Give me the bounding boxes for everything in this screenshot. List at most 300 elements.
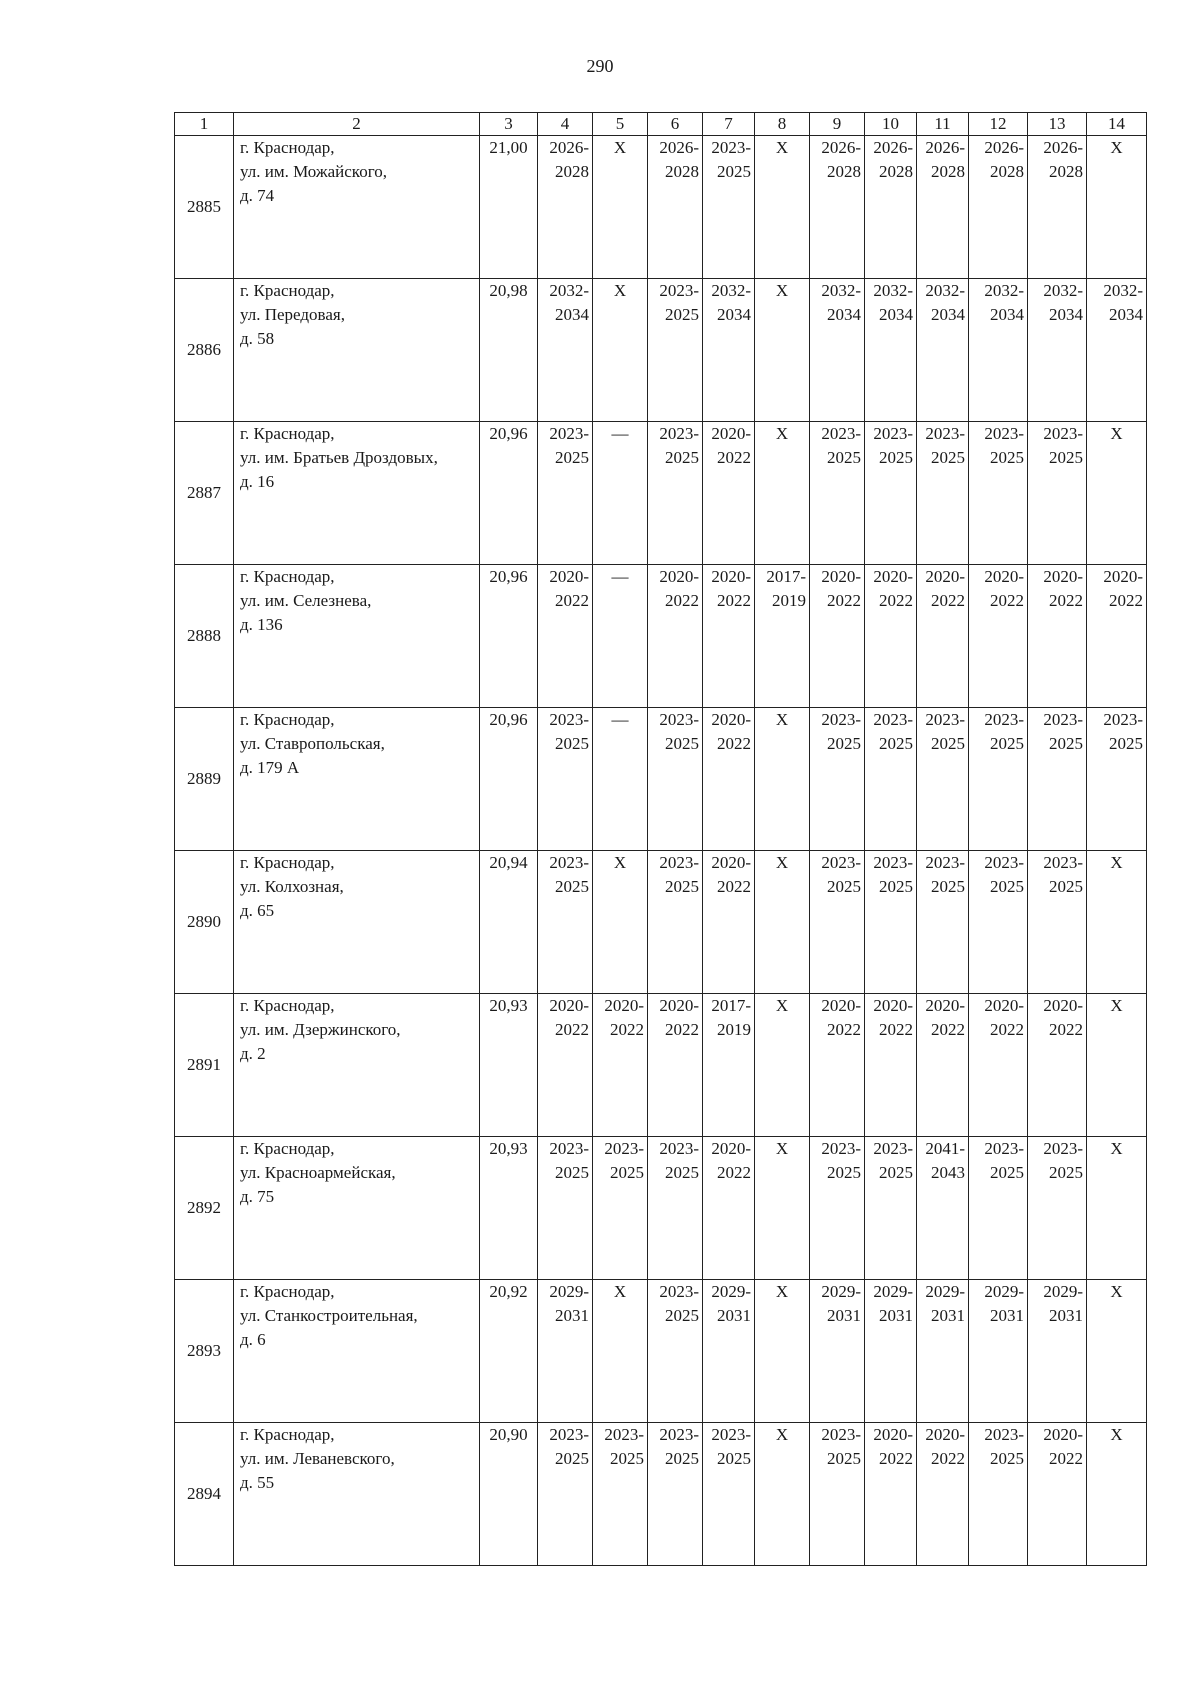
period-cell [917, 136, 969, 279]
period-line: 2023- [821, 424, 861, 443]
mark-cell: Х [1087, 851, 1147, 994]
period-line: 2023- [604, 1139, 644, 1158]
period-line: 2032- [711, 281, 751, 300]
period-line: 2023- [1043, 710, 1083, 729]
period-line: 2023- [659, 853, 699, 872]
table-row [175, 708, 1147, 851]
period-cell [538, 708, 593, 851]
period-line: 2026- [925, 138, 965, 157]
address-line: д. 55 [240, 1473, 275, 1492]
period-line: 2020- [984, 567, 1024, 586]
column-number-row [175, 113, 1147, 136]
period-line: 2023- [549, 1139, 589, 1158]
period-line: 2020- [659, 996, 699, 1015]
address-line: ул. им. Можайского, [240, 162, 387, 181]
column-number-4: 4 [538, 113, 593, 136]
period-cell [538, 136, 593, 279]
period-cell [648, 279, 703, 422]
period-line: 2023- [1043, 1139, 1083, 1158]
period-line: 2034 [555, 305, 589, 324]
period-line: 2020- [711, 1139, 751, 1158]
address-cell [234, 1280, 480, 1423]
period-line: 2025 [1049, 1163, 1083, 1182]
area-cell: 20,93 [480, 994, 538, 1137]
period-line: 2028 [879, 162, 913, 181]
row-number: 2887 [175, 422, 234, 565]
period-cell [1028, 1423, 1087, 1566]
mark-cell: Х [755, 1423, 810, 1566]
period-cell [648, 1137, 703, 1280]
table-header [175, 113, 1147, 136]
period-line: 2025 [827, 734, 861, 753]
period-cell [810, 708, 865, 851]
period-line: 2025 [717, 162, 751, 181]
period-line: 2031 [827, 1306, 861, 1325]
column-number-8: 8 [755, 113, 810, 136]
column-number-13: 13 [1028, 113, 1087, 136]
period-cell [1028, 708, 1087, 851]
period-cell [810, 136, 865, 279]
row-number: 2886 [175, 279, 234, 422]
period-cell [538, 422, 593, 565]
period-line: 2028 [827, 162, 861, 181]
period-line: 2034 [1109, 305, 1143, 324]
period-line: 2025 [555, 877, 589, 896]
period-line: 2034 [931, 305, 965, 324]
period-line: 2032- [984, 281, 1024, 300]
period-cell [969, 279, 1028, 422]
period-cell [593, 1137, 648, 1280]
period-cell [703, 279, 755, 422]
table-body [175, 136, 1147, 1566]
period-cell [810, 1280, 865, 1423]
period-line: 2029- [925, 1282, 965, 1301]
period-line: 2025 [555, 1163, 589, 1182]
period-line: 2022 [879, 591, 913, 610]
period-cell [969, 994, 1028, 1137]
table-row [175, 1423, 1147, 1566]
period-cell [1028, 422, 1087, 565]
period-line: 2034 [879, 305, 913, 324]
period-cell [1028, 565, 1087, 708]
period-line: 2025 [555, 448, 589, 467]
period-line: 2034 [827, 305, 861, 324]
address-line: д. 6 [240, 1330, 266, 1349]
period-cell [538, 1280, 593, 1423]
period-line: 2020- [873, 1425, 913, 1444]
period-line: 2023- [821, 710, 861, 729]
address-cell [234, 851, 480, 994]
period-line: 2020- [873, 567, 913, 586]
period-line: 2020- [984, 996, 1024, 1015]
period-line: 2023- [821, 853, 861, 872]
period-line: 2023- [711, 138, 751, 157]
period-line: 2026- [549, 138, 589, 157]
period-cell [648, 708, 703, 851]
period-line: 2023- [925, 710, 965, 729]
period-line: 2029- [984, 1282, 1024, 1301]
period-cell [593, 994, 648, 1137]
period-line: 2025 [1049, 877, 1083, 896]
address-cell [234, 708, 480, 851]
address-line: д. 2 [240, 1044, 266, 1063]
period-line: 2020- [925, 996, 965, 1015]
address-line: ул. Красноармейская, [240, 1163, 396, 1182]
period-line: 2028 [931, 162, 965, 181]
row-number: 2889 [175, 708, 234, 851]
period-cell [538, 1423, 593, 1566]
mark-cell: Х [1087, 1423, 1147, 1566]
period-line: 2020- [604, 996, 644, 1015]
address-line: г. Краснодар, [240, 281, 335, 300]
address-line: г. Краснодар, [240, 138, 335, 157]
period-cell [917, 1280, 969, 1423]
address-line: г. Краснодар, [240, 1139, 335, 1158]
row-number: 2892 [175, 1137, 234, 1280]
period-line: 2025 [879, 877, 913, 896]
period-cell [1087, 565, 1147, 708]
mark-cell: — [593, 708, 648, 851]
period-line: 2023- [659, 281, 699, 300]
row-number: 2885 [175, 136, 234, 279]
address-line: г. Краснодар, [240, 567, 335, 586]
period-line: 2025 [665, 734, 699, 753]
period-line: 2023- [925, 424, 965, 443]
address-line: г. Краснодар, [240, 424, 335, 443]
table-row [175, 136, 1147, 279]
period-cell [969, 422, 1028, 565]
period-cell [648, 136, 703, 279]
period-line: 2023- [549, 710, 589, 729]
address-line: д. 65 [240, 901, 275, 920]
period-cell [1028, 279, 1087, 422]
period-line: 2025 [665, 1449, 699, 1468]
table-row [175, 1280, 1147, 1423]
period-cell [917, 851, 969, 994]
period-line: 2023- [659, 424, 699, 443]
area-cell: 20,92 [480, 1280, 538, 1423]
period-line: 2023- [873, 1139, 913, 1158]
period-line: 2025 [827, 1163, 861, 1182]
period-cell [648, 851, 703, 994]
period-line: 2022 [827, 1020, 861, 1039]
period-cell [703, 708, 755, 851]
period-line: 2022 [717, 591, 751, 610]
row-number: 2891 [175, 994, 234, 1137]
table-row [175, 994, 1147, 1137]
mark-cell: Х [755, 994, 810, 1137]
column-number-10: 10 [865, 113, 917, 136]
page-number: 290 [586, 56, 614, 76]
area-cell: 20,90 [480, 1423, 538, 1566]
period-line: 2025 [879, 734, 913, 753]
address-line: ул. Станкостроительная, [240, 1306, 418, 1325]
period-line: 2028 [1049, 162, 1083, 181]
mark-cell: Х [755, 136, 810, 279]
period-cell [865, 1137, 917, 1280]
period-cell [810, 994, 865, 1137]
period-line: 2022 [665, 591, 699, 610]
area-cell: 21,00 [480, 136, 538, 279]
area-cell: 20,93 [480, 1137, 538, 1280]
mark-cell: Х [755, 279, 810, 422]
period-line: 2023- [873, 853, 913, 872]
period-line: 2043 [931, 1163, 965, 1182]
registry-table [174, 112, 1147, 1566]
mark-cell: Х [593, 1280, 648, 1423]
period-line: 2029- [711, 1282, 751, 1301]
address-cell [234, 1423, 480, 1566]
mark-cell: Х [1087, 422, 1147, 565]
period-line: 2023- [984, 1425, 1024, 1444]
row-number: 2890 [175, 851, 234, 994]
period-cell [538, 565, 593, 708]
period-line: 2020- [711, 853, 751, 872]
period-cell [538, 994, 593, 1137]
period-cell [865, 565, 917, 708]
period-line: 2025 [879, 1163, 913, 1182]
period-cell [917, 565, 969, 708]
area-cell: 20,94 [480, 851, 538, 994]
area-cell: 20,98 [480, 279, 538, 422]
period-line: 2020- [925, 567, 965, 586]
period-line: 2031 [990, 1306, 1024, 1325]
period-line: 2020- [549, 567, 589, 586]
period-cell [810, 851, 865, 994]
period-cell [969, 136, 1028, 279]
row-number: 2893 [175, 1280, 234, 1423]
period-cell [648, 994, 703, 1137]
period-line: 2025 [931, 734, 965, 753]
address-line: г. Краснодар, [240, 996, 335, 1015]
period-line: 2028 [555, 162, 589, 181]
period-line: 2022 [879, 1449, 913, 1468]
period-line: 2025 [990, 448, 1024, 467]
period-line: 2023- [549, 1425, 589, 1444]
period-line: 2022 [1049, 1020, 1083, 1039]
address-line: ул. им. Дзержинского, [240, 1020, 401, 1039]
period-line: 2023- [984, 710, 1024, 729]
period-cell [865, 422, 917, 565]
mark-cell: Х [1087, 136, 1147, 279]
period-cell [865, 1423, 917, 1566]
table-row [175, 1137, 1147, 1280]
address-line: ул. им. Братьев Дроздовых, [240, 448, 438, 467]
column-number-14: 14 [1087, 113, 1147, 136]
period-line: 2023- [604, 1425, 644, 1444]
period-cell [1028, 1137, 1087, 1280]
period-line: 2023- [711, 1425, 751, 1444]
table-row [175, 565, 1147, 708]
address-line: ул. Передовая, [240, 305, 345, 324]
column-number-2: 2 [234, 113, 480, 136]
column-number-5: 5 [593, 113, 648, 136]
period-cell [648, 1280, 703, 1423]
address-line: ул. Ставропольская, [240, 734, 385, 753]
period-line: 2019 [717, 1020, 751, 1039]
period-line: 2023- [1043, 853, 1083, 872]
period-line: 2022 [555, 1020, 589, 1039]
period-cell [538, 279, 593, 422]
period-line: 2025 [827, 877, 861, 896]
mark-cell: Х [1087, 1137, 1147, 1280]
period-line: 2041- [925, 1139, 965, 1158]
period-cell [969, 1423, 1028, 1566]
period-line: 2022 [827, 591, 861, 610]
period-line: 2022 [717, 1163, 751, 1182]
period-cell [1028, 994, 1087, 1137]
period-line: 2022 [555, 591, 589, 610]
address-line: ул. им. Селезнева, [240, 591, 372, 610]
period-cell [969, 1137, 1028, 1280]
period-line: 2032- [873, 281, 913, 300]
period-cell [917, 1423, 969, 1566]
period-line: 2022 [610, 1020, 644, 1039]
period-line: 2025 [990, 734, 1024, 753]
period-cell [810, 422, 865, 565]
period-line: 2023- [549, 853, 589, 872]
period-cell [703, 565, 755, 708]
period-cell [703, 851, 755, 994]
period-cell [755, 565, 810, 708]
address-cell [234, 1137, 480, 1280]
period-line: 2031 [555, 1306, 589, 1325]
period-cell [703, 1423, 755, 1566]
period-line: 2020- [1043, 996, 1083, 1015]
period-line: 2026- [873, 138, 913, 157]
period-line: 2022 [717, 448, 751, 467]
period-line: 2032- [1103, 281, 1143, 300]
period-line: 2020- [873, 996, 913, 1015]
period-line: 2023- [659, 1425, 699, 1444]
period-line: 2031 [931, 1306, 965, 1325]
period-cell [810, 565, 865, 708]
period-line: 2020- [925, 1425, 965, 1444]
address-line: г. Краснодар, [240, 853, 335, 872]
period-line: 2023- [1043, 424, 1083, 443]
period-line: 2025 [1049, 448, 1083, 467]
period-line: 2026- [821, 138, 861, 157]
period-line: 2023- [659, 1282, 699, 1301]
period-line: 2025 [1109, 734, 1143, 753]
address-line: д. 58 [240, 329, 275, 348]
period-line: 2019 [772, 591, 806, 610]
mark-cell: Х [1087, 1280, 1147, 1423]
period-line: 2023- [659, 1139, 699, 1158]
period-line: 2023- [873, 710, 913, 729]
period-line: 2026- [1043, 138, 1083, 157]
period-line: 2025 [610, 1163, 644, 1182]
period-cell [917, 994, 969, 1137]
address-line: д. 75 [240, 1187, 275, 1206]
period-line: 2023- [984, 1139, 1024, 1158]
period-line: 2032- [1043, 281, 1083, 300]
period-line: 2022 [665, 1020, 699, 1039]
period-cell [969, 708, 1028, 851]
period-line: 2023- [821, 1425, 861, 1444]
period-line: 2026- [984, 138, 1024, 157]
period-line: 2032- [925, 281, 965, 300]
period-cell [703, 1280, 755, 1423]
period-line: 2034 [990, 305, 1024, 324]
period-line: 2017- [766, 567, 806, 586]
address-line: ул. им. Леваневского, [240, 1449, 395, 1468]
address-cell [234, 994, 480, 1137]
period-line: 2022 [717, 877, 751, 896]
period-line: 2022 [931, 1020, 965, 1039]
period-line: 2025 [665, 1163, 699, 1182]
period-cell [969, 565, 1028, 708]
period-cell [969, 1280, 1028, 1423]
period-line: 2031 [717, 1306, 751, 1325]
period-cell [703, 136, 755, 279]
address-cell [234, 136, 480, 279]
period-line: 2022 [931, 1449, 965, 1468]
period-cell [917, 708, 969, 851]
period-line: 2022 [1049, 1449, 1083, 1468]
period-line: 2022 [990, 591, 1024, 610]
period-cell [703, 422, 755, 565]
column-number-6: 6 [648, 113, 703, 136]
period-cell [865, 1280, 917, 1423]
period-line: 2025 [610, 1449, 644, 1468]
table-row [175, 851, 1147, 994]
period-line: 2025 [990, 877, 1024, 896]
period-line: 2025 [990, 1163, 1024, 1182]
period-line: 2032- [821, 281, 861, 300]
period-line: 2025 [931, 877, 965, 896]
address-cell [234, 279, 480, 422]
period-cell [810, 1137, 865, 1280]
period-line: 2022 [990, 1020, 1024, 1039]
period-line: 2020- [711, 710, 751, 729]
area-cell: 20,96 [480, 422, 538, 565]
address-line: д. 74 [240, 186, 275, 205]
period-line: 2029- [821, 1282, 861, 1301]
period-line: 2022 [1109, 591, 1143, 610]
address-line: г. Краснодар, [240, 1282, 335, 1301]
period-cell [1028, 851, 1087, 994]
period-line: 2025 [717, 1449, 751, 1468]
address-line: г. Краснодар, [240, 710, 335, 729]
period-line: 2025 [665, 305, 699, 324]
period-line: 2020- [1043, 567, 1083, 586]
column-number-7: 7 [703, 113, 755, 136]
period-line: 2023- [821, 1139, 861, 1158]
period-line: 2022 [717, 734, 751, 753]
period-line: 2022 [931, 591, 965, 610]
period-cell [969, 851, 1028, 994]
period-line: 2020- [1043, 1425, 1083, 1444]
period-line: 2031 [1049, 1306, 1083, 1325]
period-line: 2034 [1049, 305, 1083, 324]
period-line: 2020- [1103, 567, 1143, 586]
area-cell: 20,96 [480, 708, 538, 851]
period-line: 2017- [711, 996, 751, 1015]
period-line: 2025 [665, 448, 699, 467]
column-number-11: 11 [917, 113, 969, 136]
period-line: 2023- [1103, 710, 1143, 729]
period-line: 2032- [549, 281, 589, 300]
period-line: 2023- [925, 853, 965, 872]
period-cell [865, 994, 917, 1137]
period-cell [648, 422, 703, 565]
mark-cell: — [593, 422, 648, 565]
area-cell: 20,96 [480, 565, 538, 708]
period-line: 2025 [555, 1449, 589, 1468]
period-line: 2023- [873, 424, 913, 443]
period-cell [865, 708, 917, 851]
